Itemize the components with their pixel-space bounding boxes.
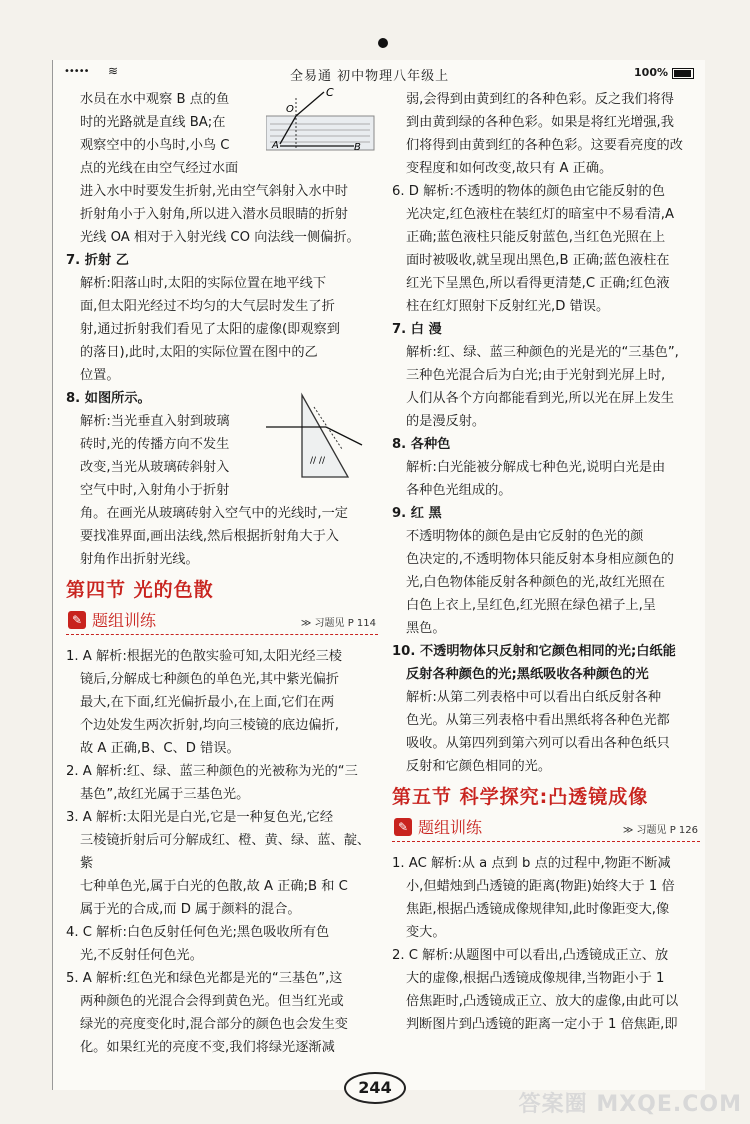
text-line: 光决定,红色液柱在装红灯的暗室中不易看清,A bbox=[406, 207, 674, 222]
answer-7-head: 7. 白 漫 bbox=[392, 322, 442, 337]
text-line: 光线 OA 相对于入射光线 CO 向法线一侧偏折。 bbox=[80, 230, 360, 245]
text-line: 白色上衣上,呈红色,红光照在绿色裙子上,呈 bbox=[406, 598, 656, 613]
book-title: 全易通 初中物理八年级上 bbox=[290, 69, 450, 84]
text-line: 射角作出折射光线。 bbox=[80, 552, 199, 567]
text-line: 射,通过折射我们看见了太阳的虚像(即观察到 bbox=[80, 322, 340, 337]
answer-8-head: 8. 如图所示。 bbox=[66, 391, 151, 406]
training-tag bbox=[392, 815, 484, 839]
wifi-icon: ≋ bbox=[108, 64, 119, 78]
section-5-title: 第五节 科学探究:凸透镜成像 bbox=[392, 786, 649, 808]
text-line: 变大。 bbox=[406, 925, 446, 940]
text-line: 面时被吸收,就呈现出黑色,B 正确;蓝色液柱在 bbox=[406, 253, 670, 268]
text-line: 弱,会得到由黄到红的各种色彩。反之我们将得 bbox=[406, 92, 674, 107]
text-line: 人们从各个方向都能看到光,所以光在屏上发生 bbox=[406, 391, 674, 406]
text-line: 光,不反射任何色光。 bbox=[80, 948, 203, 963]
answer-7-head: 7. 折射 乙 bbox=[66, 253, 129, 268]
text-line: 焦距,根据凸透镜成像规律知,此时像距变大,像 bbox=[406, 902, 670, 917]
text-line: 小,但蜡烛到凸透镜的距离(物距)始终大于 1 倍 bbox=[406, 879, 675, 894]
text-line: 解析:阳落山时,太阳的实际位置在地平线下 bbox=[80, 276, 327, 291]
status-bar bbox=[60, 64, 700, 84]
text-line: 们将得到由黄到红的各种色彩。这要看亮度的改 bbox=[406, 138, 683, 153]
svg-text:C: C bbox=[326, 88, 334, 99]
signal-icon: ••••• bbox=[64, 66, 89, 77]
text-line: 各种色光组成的。 bbox=[406, 483, 512, 498]
text-line: 解析:红、绿、蓝三种颜色的光是光的“三基色”, bbox=[406, 345, 679, 360]
text-line: 倍焦距时,凸透镜成正立、放大的虚像,由此可以 bbox=[406, 994, 679, 1009]
exercise-ref[interactable]: ≫ 习题见 P 126 bbox=[622, 825, 698, 836]
text-line: 面,但太阳光经过不均匀的大气层时发生了折 bbox=[80, 299, 335, 314]
text-line: 变程度和如何改变,故只有 A 正确。 bbox=[406, 161, 613, 176]
text-line: 属于光的合成,而 D 属于颜料的混合。 bbox=[80, 902, 301, 917]
text-line: 色决定的,不透明物体只能反射本身相应颜色的 bbox=[406, 552, 674, 567]
page-number: 244 bbox=[344, 1072, 406, 1104]
left-column bbox=[66, 88, 378, 1059]
text-line: 的落日),此时,太阳的实际位置在图中的乙 bbox=[80, 345, 318, 360]
answer-6-continued bbox=[66, 88, 378, 249]
text-line: 3. A 解析:太阳光是白光,它是一种复色光,它经 bbox=[66, 810, 334, 825]
text-line: 2. A 解析:红、绿、蓝三种颜色的光被称为光的“三 bbox=[66, 764, 358, 779]
training-label: 题组训练 bbox=[418, 818, 483, 837]
text-line: 4. C 解析:白色反射任何色光;黑色吸收所有色 bbox=[66, 925, 330, 940]
text-line: 进入水中时要发生折射,光由空气斜射入水中时 bbox=[80, 184, 348, 199]
text-line: 解析:当光垂直入射到玻璃 bbox=[80, 414, 230, 429]
text-line: 空气中时,入射角小于折射 bbox=[80, 483, 230, 498]
text-line: 判断图片到凸透镜的距离一定小于 1 倍焦距,即 bbox=[406, 1017, 678, 1032]
training-tag bbox=[66, 608, 158, 632]
text-line: 的是漫反射。 bbox=[406, 414, 486, 429]
training-banner bbox=[392, 815, 700, 842]
section-4-title: 第四节 光的色散 bbox=[66, 579, 214, 601]
answer-8 bbox=[66, 387, 378, 571]
text-line: 角。在画光从玻璃砖射入空气中的光线时,一定 bbox=[80, 506, 348, 521]
text-line: 砖时,光的传播方向不发生 bbox=[80, 437, 230, 452]
answer-8-head: 8. 各种色 bbox=[392, 437, 451, 452]
text-line: 三棱镜折射后可分解成红、橙、黄、绿、蓝、靛、紫 bbox=[80, 833, 371, 871]
text-line: 折射角小于入射角,所以进入潜水员眼睛的折射 bbox=[80, 207, 348, 222]
text-line: 最大,在下面,红光偏折最小,在上面,它们在两 bbox=[80, 695, 335, 710]
text-line: 时的光路就是直线 BA;在 bbox=[80, 115, 226, 130]
text-line: 6. D 解析:不透明的物体的颜色由它能反射的色 bbox=[392, 184, 665, 199]
text-line: 水员在水中观察 B 点的鱼 bbox=[80, 92, 230, 107]
text-line: 化。如果红光的亮度不变,我们将绿光逐渐减 bbox=[80, 1040, 335, 1055]
text-line: 色光。从第三列表格中看出黑纸将各种色光都 bbox=[406, 713, 670, 728]
text-line: 观察空中的小鸟时,小鸟 C bbox=[80, 138, 230, 153]
svg-text:O: O bbox=[286, 104, 294, 115]
watermark: 答案圈 MXQE.COM bbox=[518, 1092, 742, 1117]
text-line: 镜后,分解成七种颜色的单色光,其中紫光偏折 bbox=[80, 672, 339, 687]
pencil-icon: ✎ bbox=[68, 611, 86, 629]
battery-label: 100% bbox=[634, 66, 668, 79]
text-line: 光,白色物体能反射各种颜色的光,故红光照在 bbox=[406, 575, 665, 590]
text-line: 三种色光混合后为白光;由于光射到光屏上时, bbox=[406, 368, 666, 383]
exercise-ref[interactable]: ≫ 习题见 P 114 bbox=[300, 618, 376, 629]
svg-text:B: B bbox=[354, 142, 361, 152]
text-line: 不透明物体的颜色是由它反射的色光的颜 bbox=[406, 529, 644, 544]
svg-text:// //: // // bbox=[310, 456, 325, 466]
right-column bbox=[392, 88, 700, 1036]
text-line: 5. A 解析:红色光和绿色光都是光的“三基色”,这 bbox=[66, 971, 343, 986]
text-line: 故 A 正确,B、C、D 错误。 bbox=[80, 741, 240, 756]
text-line: 1. A 解析:根据光的色散实验可知,太阳光经三棱 bbox=[66, 649, 342, 664]
text-line: 柱在红灯照射下反射红光,D 错误。 bbox=[406, 299, 610, 314]
battery-icon bbox=[672, 68, 694, 79]
text-line: 1. AC 解析:从 a 点到 b 点的过程中,物距不断减 bbox=[392, 856, 671, 871]
text-line: 两种颜色的光混合会得到黄色光。但当红光或 bbox=[80, 994, 344, 1009]
text-line: 个边处发生两次折射,均向三棱镜的底边偏折, bbox=[80, 718, 339, 733]
training-label: 题组训练 bbox=[92, 611, 157, 630]
text-line: 正确;蓝色液柱只能反射蓝色,当红色光照在上 bbox=[406, 230, 666, 245]
text-line: 2. C 解析:从题图中可以看出,凸透镜成正立、放 bbox=[392, 948, 669, 963]
text-line: 反射和它颜色相同的光。 bbox=[406, 759, 552, 774]
text-line: 解析:从第二列表格中可以看出白纸反射各种 bbox=[406, 690, 662, 705]
text-line: 到由黄到绿的各种色彩。如果是将红光增强,我 bbox=[406, 115, 674, 130]
text-line: 红光下呈黑色,所以看得更清楚,C 正确;红色液 bbox=[406, 276, 670, 291]
text-line: 位置。 bbox=[80, 368, 120, 383]
text-line: 黑色。 bbox=[406, 621, 446, 636]
glass-prism-figure bbox=[262, 391, 368, 481]
text-line: 绿光的亮度变化时,混合部分的颜色也会发生变 bbox=[80, 1017, 348, 1032]
text-line: 解析:白光能被分解成七种色光,说明白光是由 bbox=[406, 460, 666, 475]
refraction-water-figure bbox=[266, 88, 376, 152]
answer-10-head: 10. 不透明物体只反射和它颜色相同的光;白纸能 bbox=[392, 644, 676, 659]
text-line: 要找准界面,画出法线,然后根据折射角大于入 bbox=[80, 529, 339, 544]
text-line: 点的光线在由空气经过水面 bbox=[80, 161, 239, 176]
text-line: 基色”,故红光属于三基色光。 bbox=[80, 787, 250, 802]
training-banner bbox=[66, 608, 378, 635]
text-line: 七种单色光,属于白光的色散,故 A 正确;B 和 C bbox=[80, 879, 348, 894]
text-line: 大的虚像,根据凸透镜成像规律,当物距小于 1 bbox=[406, 971, 665, 986]
answer-9-head: 9. 红 黑 bbox=[392, 506, 442, 521]
text-line: 吸收。从第四列到第六列可以看出各种色纸只 bbox=[406, 736, 670, 751]
svg-text:A: A bbox=[272, 140, 279, 151]
pencil-icon: ✎ bbox=[394, 818, 412, 836]
page-dot bbox=[378, 38, 388, 48]
text-line: 改变,当光从玻璃砖斜射入 bbox=[80, 460, 230, 475]
answer-10-head: 反射各种颜色的光;黑纸吸收各种颜色的光 bbox=[406, 667, 649, 682]
